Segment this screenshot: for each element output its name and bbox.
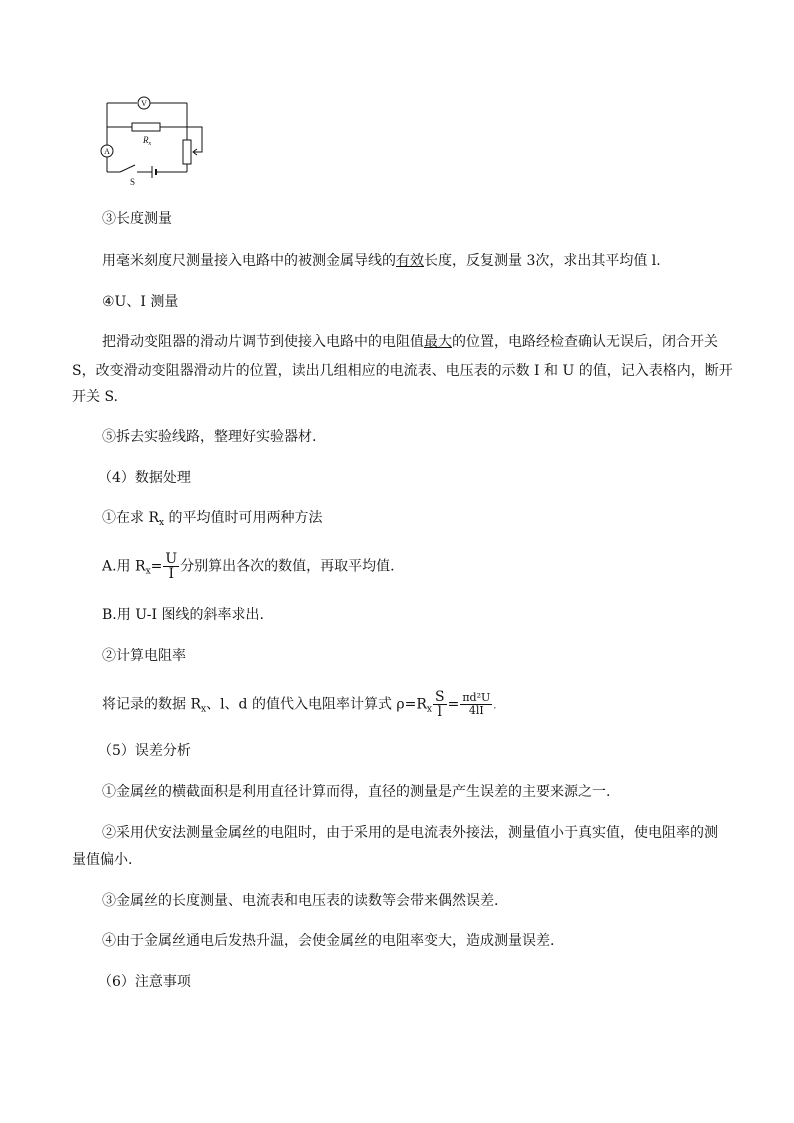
data-processing-2: ②计算电阻率 (102, 648, 186, 664)
heading-error-analysis: （5）误差分析 (98, 743, 191, 759)
section-4-body-line1: 把滑动变阻器的滑动片调节到使接入电路中的电阻值最大的位置，电路经检查确认无误后，闭合开关 (102, 334, 718, 350)
data-processing-method-b: B.用 U-I 图线的斜率求出. (102, 607, 264, 623)
fraction-resistivity: $\frac{\text{πd²U}}{4lI}$ (462, 691, 491, 717)
switch-symbol (120, 165, 135, 172)
rheostat-symbol (183, 140, 191, 164)
data-processing-method-a: A.用 $R_x=$ $\frac{U}{I}$ 分别算出各次的数值，再取平均值. (102, 551, 395, 582)
heading-data-processing: （4）数据处理 (98, 470, 191, 486)
fraction-u-over-i: $\frac{U}{I}$ (165, 551, 178, 582)
resistor-symbol (132, 123, 160, 131)
error-analysis-1: ①金属丝的横截面积是利用直径计算而得，直径的测量是产生误差的主要来源之一. (102, 784, 611, 800)
switch-label: S (130, 177, 136, 187)
underlined-text: 有效 (396, 253, 424, 269)
section-5-title: ⑤拆去实验线路，整理好实验器材. (102, 429, 317, 445)
circuit-diagram (95, 88, 220, 188)
fraction-s-over-l: $\frac{S}{l}$ (435, 689, 445, 720)
underlined-text: 最大 (424, 334, 452, 350)
error-analysis-3: ③金属丝的长度测量、电流表和电压表的读数等会带来偶然误差. (102, 893, 499, 909)
voltmeter-label: V (141, 99, 147, 108)
heading-precautions: （6）注意事项 (98, 974, 191, 990)
resistor-label: $R_x$ (143, 135, 152, 147)
section-4-title: ④U、I 测量 (102, 294, 179, 310)
section-3-title: ③长度测量 (102, 211, 172, 227)
section-4-body-line2: S，改变滑动变阻器滑动片的位置，读出几组相应的电流表、电压表的示数 I 和 U 的值，记入表格内，断开 (72, 363, 733, 379)
error-analysis-2-line1: ②采用伏安法测量金属丝的电阻时，由于采用的是电流表外接法，测量值小于真实值，使电阻率的测 (102, 825, 718, 841)
data-processing-3: 将记录的数据 $R_x$、l、d 的值代入电阻率计算式 $\rho=R_x$ $\frac{S}{l}$ = $\frac{\text{πd²U}}{4lI}$ . (102, 689, 497, 720)
ammeter-label: A (104, 147, 110, 156)
section-4-body-line3: 开关 S. (72, 389, 118, 405)
error-analysis-4: ④由于金属丝通电后发热升温，会使金属丝的电阻率变大，造成测量误差. (102, 933, 555, 949)
section-3-body: 用毫米刻度尺测量接入电路中的被测金属导线的有效长度，反复测量 3次，求出其平均值 l. (102, 253, 661, 269)
error-analysis-2-line2: 量值偏小. (72, 852, 133, 868)
data-processing-1: ①在求 $R_x$ 的平均值时可用两种方法 (102, 510, 323, 528)
